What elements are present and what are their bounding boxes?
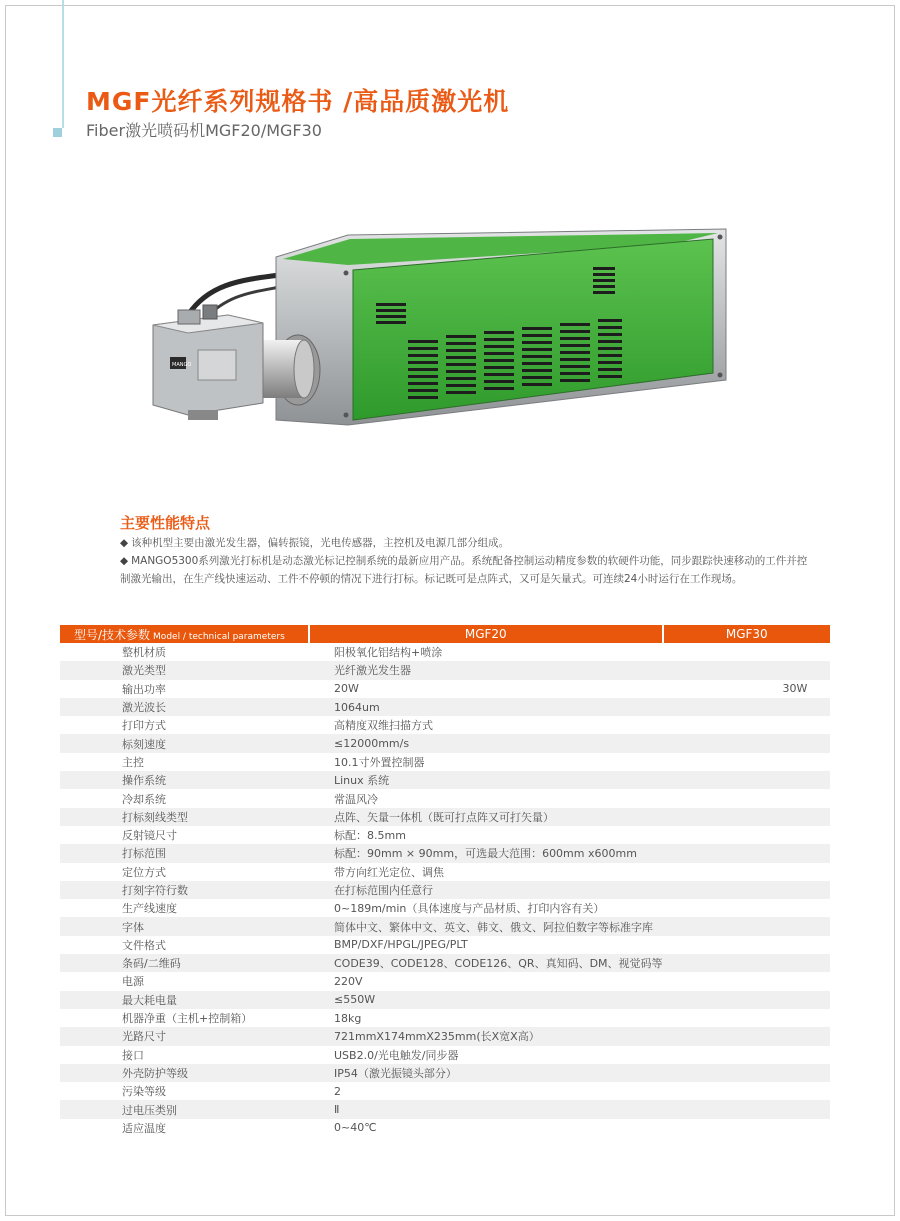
spec-name: 电源	[122, 975, 144, 989]
spec-value-mgf20: IP54（激光振镜头部分）	[309, 1064, 663, 1082]
spec-table-body	[60, 643, 830, 1137]
table-row	[60, 863, 830, 881]
diamond-bullet-icon: ◆	[120, 537, 129, 549]
spec-name: 标刻速度	[60, 734, 309, 752]
spec-value-mgf30	[663, 991, 830, 1009]
table-row	[60, 936, 830, 954]
spec-name: 反射镜尺寸	[122, 829, 177, 843]
spec-value-mgf30	[663, 954, 830, 972]
spec-value-mgf20: 18kg	[334, 1011, 362, 1025]
param-header: 型号/技术参数 Model / technical parameters	[60, 625, 309, 643]
spec-name: 操作系统	[60, 771, 309, 789]
spec-value-mgf20: 带方向红光定位、调焦	[334, 865, 444, 879]
spec-value-mgf20: BMP/DXF/HPGL/JPEG/PLT	[334, 938, 468, 952]
table-row	[60, 844, 830, 862]
feature-item: ◆ 该种机型主要由激光发生器，偏转振镜，光电传感器，主控机及电源几部分组成。	[120, 537, 510, 549]
spec-value-mgf20: 阳极氧化铝结构+喷涂	[334, 646, 443, 660]
spec-value-mgf20: 标配：8.5mm	[334, 829, 406, 843]
spec-value-mgf30	[663, 826, 830, 844]
table-row	[60, 991, 830, 1009]
spec-value-mgf20: 2	[334, 1084, 341, 1098]
table-row	[60, 1009, 830, 1027]
spec-value-mgf30	[663, 1046, 830, 1064]
table-row	[60, 917, 830, 935]
spec-name: 打刻字符行数	[60, 881, 309, 899]
spec-name: 文件格式	[122, 938, 166, 952]
table-row	[60, 972, 830, 990]
spec-value-mgf20: 0~40℃	[334, 1121, 377, 1135]
spec-value-mgf30	[663, 844, 830, 862]
spec-value-mgf20: 220V	[334, 974, 363, 988]
spec-name: 外壳防护等级	[60, 1064, 309, 1082]
table-row	[60, 771, 830, 789]
spec-value-mgf20: ≤12000mm/s	[309, 734, 663, 752]
spec-name: 机器净重（主机+控制箱）	[122, 1012, 253, 1026]
table-row	[60, 1046, 830, 1064]
spec-table-header	[60, 625, 830, 643]
spec-value-mgf20: 10.1寸外置控制器	[334, 755, 425, 769]
table-row	[60, 734, 830, 752]
table-row	[60, 954, 830, 972]
spec-value-mgf30	[663, 771, 830, 789]
spec-value-mgf30	[663, 661, 830, 679]
spec-value-mgf20: Ⅱ	[309, 1100, 663, 1118]
spec-value-mgf20: 721mmX174mmX235mm(长X宽X高）	[309, 1027, 663, 1045]
table-row	[60, 661, 830, 679]
spec-value-mgf30	[663, 808, 830, 826]
spec-name: 冷却系统	[122, 792, 166, 806]
spec-name: 激光类型	[60, 661, 309, 679]
spec-name: 接口	[122, 1048, 144, 1062]
spec-value-mgf30	[663, 1064, 830, 1082]
spec-value-mgf20: USB2.0/光电触发/同步器	[334, 1048, 459, 1062]
accent-square	[53, 128, 62, 137]
table-row	[60, 716, 830, 734]
spec-value-mgf20: 光纤激光发生器	[309, 661, 663, 679]
table-row	[60, 826, 830, 844]
spec-value-mgf30	[663, 1027, 830, 1045]
model-header-mgf20: MGF20	[309, 625, 663, 643]
diamond-bullet-icon: ◆	[120, 555, 129, 567]
features-title: 主要性能特点	[120, 514, 211, 532]
spec-table	[60, 625, 830, 1137]
spec-value-mgf30	[663, 936, 830, 954]
page-title: MGF光纤系列规格书 /高品质激光机	[86, 87, 510, 116]
spec-value-mgf30	[663, 643, 830, 661]
spec-value-mgf30	[663, 881, 830, 899]
spec-value-mgf20: 20W	[334, 682, 359, 696]
spec-name: 打印方式	[122, 719, 166, 733]
spec-value-mgf30	[663, 789, 830, 807]
spec-name: 适应温度	[122, 1121, 166, 1135]
spec-value-mgf20: 0~189m/min（具体速度与产品材质、打印内容有关）	[334, 902, 605, 916]
spec-value-mgf30	[663, 1100, 830, 1118]
spec-value-mgf20: 标配：90mm × 90mm，可选最大范围：600mm x600mm	[309, 844, 663, 862]
spec-value-mgf20: 高精度双维扫描方式	[334, 719, 433, 733]
spec-value-mgf20: Linux 系统	[309, 771, 663, 789]
table-row	[60, 881, 830, 899]
spec-name: 定位方式	[122, 865, 166, 879]
spec-name: 主控	[122, 755, 144, 769]
spec-value-mgf20: 点阵、矢量一体机（既可打点阵又可打矢量）	[309, 808, 663, 826]
spec-value-mgf30	[663, 899, 830, 917]
fiber-laser-marker-product-icon	[148, 225, 732, 440]
spec-value-mgf30	[663, 1119, 830, 1137]
features-list	[120, 534, 810, 588]
spec-name: 字体	[60, 917, 309, 935]
spec-value-mgf20: 常温风冷	[334, 792, 378, 806]
spec-value-mgf30: 30W	[782, 682, 808, 696]
table-row	[60, 899, 830, 917]
table-row	[60, 753, 830, 771]
spec-value-mgf30	[663, 716, 830, 734]
spec-value-mgf30	[663, 698, 830, 716]
spec-name: 打标刻线类型	[60, 808, 309, 826]
table-row	[60, 789, 830, 807]
spec-value-mgf20: ≤550W	[309, 991, 663, 1009]
model-header-mgf30: MGF30	[663, 625, 830, 643]
spec-value-mgf20: 在打标范围内任意行	[309, 881, 663, 899]
spec-name: 激光波长	[60, 698, 309, 716]
table-row	[60, 680, 830, 698]
table-row	[60, 1119, 830, 1137]
spec-name: 输出功率	[122, 682, 166, 696]
table-row	[60, 1064, 830, 1082]
spec-value-mgf20: 1064um	[309, 698, 663, 716]
table-row	[60, 1100, 830, 1118]
spec-name: 过电压类别	[60, 1100, 309, 1118]
spec-value-mgf30	[663, 1009, 830, 1027]
spec-value-mgf30	[663, 1082, 830, 1100]
table-row	[60, 1027, 830, 1045]
spec-name: 打标范围	[60, 844, 309, 862]
feature-item: ◆ MANGO5300系列激光打标机是动态激光标记控制系统的最新应用产品。系统配备控制运动精度参数的软硬件功能，同步跟踪快速移动的工件并控制激光输出，在生产线快速运动、工件不停顿的情况下进行打标。标记既可是点阵式，又可是矢量式。可连续24小时运行在工作现场。	[120, 555, 808, 585]
accent-line	[62, 0, 64, 128]
spec-name: 污染等级	[122, 1085, 166, 1099]
spec-name: 生产线速度	[122, 902, 177, 916]
table-row	[60, 1082, 830, 1100]
spec-value-mgf30	[663, 734, 830, 752]
table-row	[60, 808, 830, 826]
spec-name: 最大耗电量	[60, 991, 309, 1009]
spec-value-mgf20: CODE39、CODE128、CODE126、QR、真知码、DM、视觉码等	[309, 954, 663, 972]
spec-name: 条码/二维码	[60, 954, 309, 972]
spec-value-mgf30	[663, 753, 830, 771]
spec-value-mgf30	[663, 917, 830, 935]
table-row	[60, 698, 830, 716]
product-label: MANGO	[172, 362, 192, 368]
spec-name: 整机材质	[122, 646, 166, 660]
page-subtitle: Fiber激光喷码机MGF20/MGF30	[86, 121, 322, 140]
table-row	[60, 643, 830, 661]
spec-name: 光路尺寸	[60, 1027, 309, 1045]
spec-value-mgf30	[663, 972, 830, 990]
spec-value-mgf20: 简体中文、繁体中文、英文、韩文、俄文、阿拉伯数字等标准字库	[309, 917, 663, 935]
spec-value-mgf30	[663, 863, 830, 881]
